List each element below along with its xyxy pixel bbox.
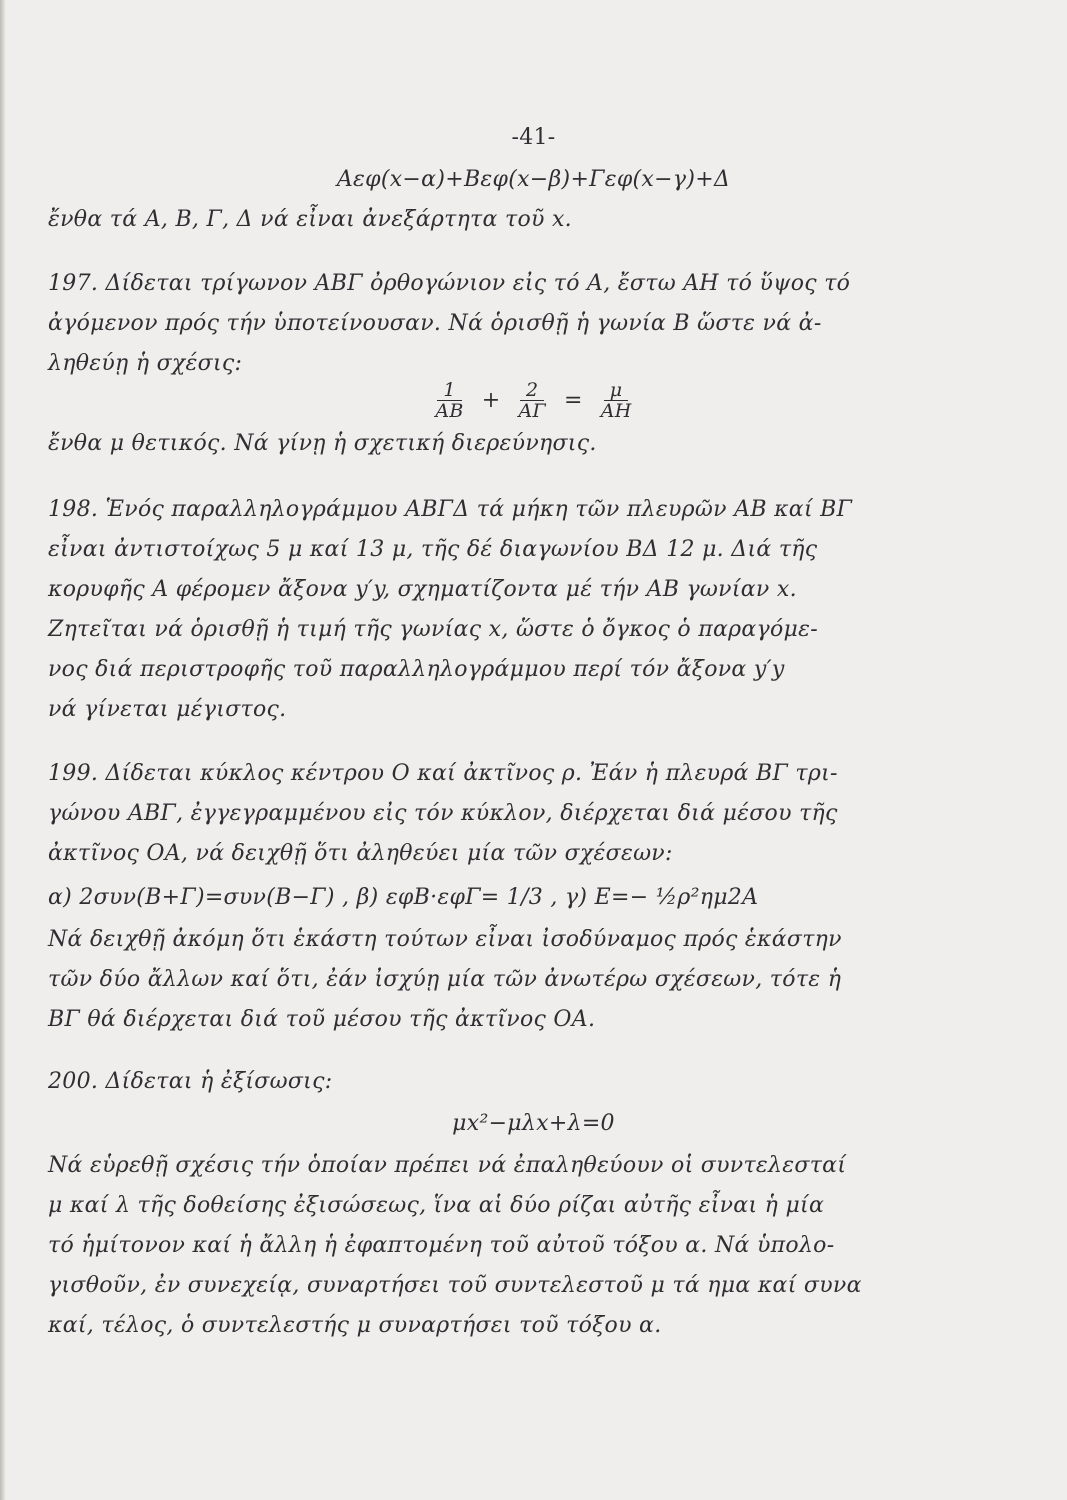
problem-199-line-6: τῶν δύο ἄλλων καί ὅτι, ἐάν ἰσχύῃ μία τῶν ἀνωτέρω σχέσεων, τότε ἡ [48,967,842,992]
problem-200-line-6: καί, τέλος, ὁ συντελεστής μ συναρτήσει τοῦ τόξου α. [48,1313,662,1338]
fraction-2-over-ag: $\frac{2}{A\Gamma}$ [518,379,546,422]
problem-200-line-1: 200. Δίδεται ἡ ἐξίσωσις: [48,1069,333,1094]
problem-197-line-3: ληθεύῃ ἡ σχέσις: [48,351,243,376]
problem-199-line-1: 199. Δίδεται κύκλος κέντρου Ο καί ἀκτῖνος ρ. Ἐάν ἡ πλευρά ΒΓ τρι- [48,761,838,786]
problem-200-line-2: Νά εὑρεθῇ σχέσις τήν ὁποίαν πρέπει νά ἐπαληθεύουν οἱ συντελεσταί [48,1153,847,1178]
page-edge-shadow [0,0,6,1500]
fraction-1-over-ab: $\frac{1}{AB}$ [435,379,464,422]
problem-199-line-5: Νά δειχθῇ ἀκόμη ὅτι ἑκάστη τούτων εἶναι ἰσοδύναμος πρός ἑκάστην [48,927,842,952]
problem-200-line-5: γισθοῦν, ἐν συνεχείᾳ, συναρτήσει τοῦ συντελεστοῦ μ τά ημα καί συνα [48,1273,862,1298]
problem-200-line-4: τό ἡμίτονον καί ἡ ἄλλη ἡ ἐφαπτομένη τοῦ αὐτοῦ τόξου α. Νά ὑπολο- [48,1233,835,1258]
problem-197-line-4: ἔνθα μ θετικός. Νά γίνῃ ἡ σχετική διερεύνησις. [48,431,597,456]
problem-199-line-2: γώνου ΑΒΓ, ἐγγεγραμμένου εἰς τόν κύκλον, διέρχεται διά μέσου τῆς [48,801,838,826]
fraction-mu-over-ah: $\frac{\mu}{AH}$ [600,379,632,422]
problem-198-line-2: εἶναι ἀντιστοίχως 5 μ καί 13 μ, τῆς δέ διαγωνίου ΒΔ 12 μ. Διά τῆς [48,537,818,562]
problem-197-line-1: 197. Δίδεται τρίγωνον ΑΒΓ ὀρθογώνιον εἰς τό Α, ἔστω ΑΗ τό ὕψος τό [48,271,851,296]
equation-200: μx²−μλx+λ=0 [452,1111,615,1136]
problem-198-line-5: νος διά περιστροφῆς τοῦ παραλληλογράμμου περί τόν ἄξονα y′y [48,657,785,682]
problem-198-line-4: Ζητεῖται νά ὁρισθῇ ἡ τιμή τῆς γωνίας x, ὥστε ὁ ὄγκος ὁ παραγόμε- [48,617,818,642]
relation-197 [0,380,1067,421]
page-number: -41- [511,125,556,150]
text-line-01: ἔνθα τά A, B, Γ, Δ νά εἶναι ἀνεξάρτητα τοῦ x. [48,207,572,232]
problem-197-line-2: ἀγόμενον πρός τήν ὑποτείνουσαν. Νά ὁρισθῇ ἡ γωνία B ὥστε νά ἀ- [48,311,822,336]
equation-top: Aεφ(x−α)+Bεφ(x−β)+Γεφ(x−γ)+Δ [336,167,731,192]
plus-sign: + [481,388,501,413]
problem-200-line-3: μ καί λ τῆς δοθείσης ἐξισώσεως, ἵνα αἱ δύο ρίζαι αὐτῆς εἶναι ἡ μία [48,1193,825,1218]
problem-198-line-6: νά γίνεται μέγιστος. [48,697,287,722]
problem-199-relations: α) 2συν(Β+Γ)=συν(Β−Γ) , β) εφΒ·εφΓ= 1/3 , γ) Ε=− ½ρ²ημ2Α [48,885,759,910]
equals-sign: = [563,388,583,413]
problem-198-line-1: 198. Ἑνός παραλληλογράμμου ΑΒΓΔ τά μήκη τῶν πλευρῶν ΑΒ καί ΒΓ [48,497,853,522]
problem-199-line-3: ἀκτῖνος ΟΑ, νά δειχθῇ ὅτι ἀληθεύει μία τῶν σχέσεων: [48,841,673,866]
problem-199-line-7: ΒΓ θά διέρχεται διά τοῦ μέσου τῆς ἀκτῖνος ΟΑ. [48,1007,596,1032]
problem-198-line-3: κορυφῆς Α φέρομεν ἄξονα y′y, σχηματίζοντα μέ τήν ΑΒ γωνίαν x. [48,577,797,602]
